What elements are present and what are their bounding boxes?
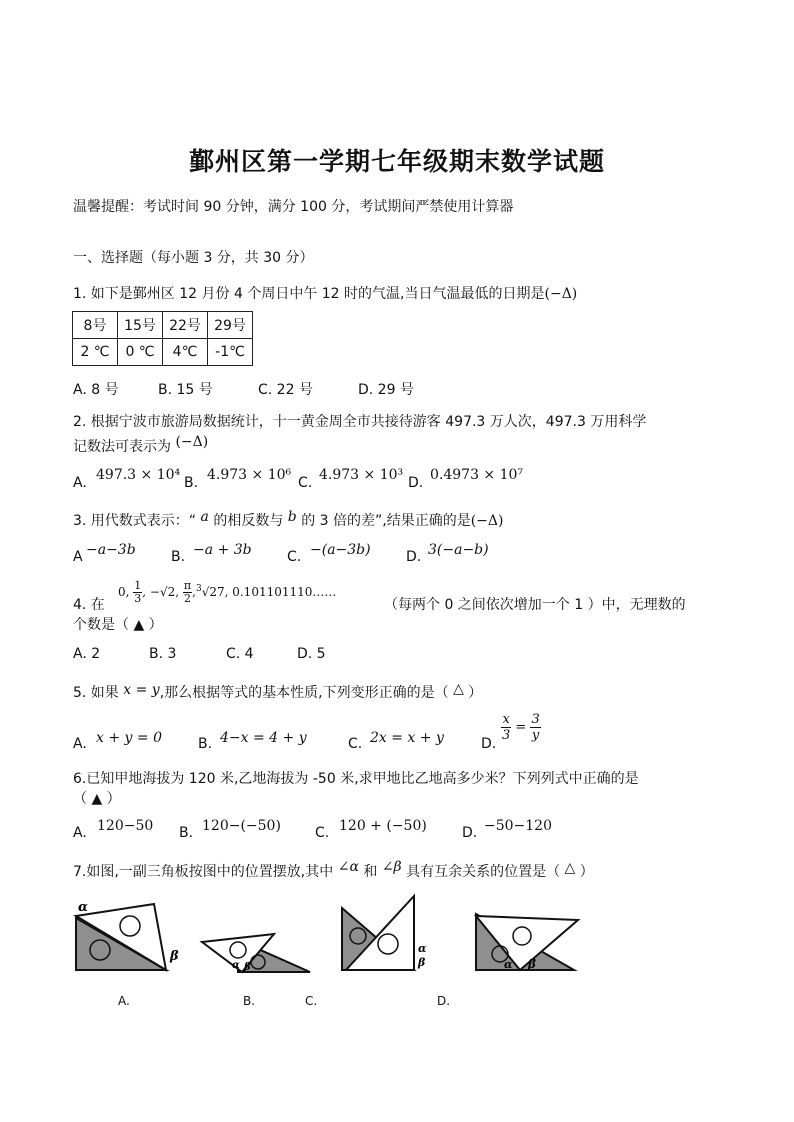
question-7-text: 具有互余关系的位置是（ — [406, 864, 561, 880]
angle-alpha: ∠α — [337, 859, 359, 875]
question-2-line2 — [73, 436, 208, 456]
figure-d-alpha-label: α — [504, 958, 513, 971]
q1-option-c: C. 22 号 — [258, 382, 313, 398]
q2-label-a: A. — [73, 475, 87, 491]
figure-c — [336, 890, 446, 980]
question-7-text: ） — [579, 864, 594, 880]
question-5-text: ） — [468, 685, 483, 701]
table-cell: 8号 — [73, 312, 118, 339]
q5-option-b: 4−x = 4 + y — [220, 730, 307, 746]
figure-c-alpha-label: α — [418, 942, 427, 955]
figure-b — [198, 924, 316, 984]
figure-a-beta-label: β — [170, 949, 179, 964]
figure-a-label: A. — [118, 994, 130, 1008]
question-7 — [73, 861, 594, 881]
variable-b: b — [287, 509, 297, 525]
table-cell: 4℃ — [163, 339, 208, 366]
fraction-denominator: y — [531, 728, 540, 743]
q3-label-c: C. — [287, 549, 302, 565]
question-7-text: 和 — [363, 864, 378, 880]
question-4-suffix: （每两个 0 之间依次增加一个 1 ）中，无理数的 — [384, 597, 686, 613]
q2-option-b: 4.973 × 10⁶ — [207, 467, 292, 483]
answer-mark: (−Δ) — [175, 434, 209, 450]
answer-mark: (−Δ) — [470, 513, 504, 529]
figure-d-beta-label: β — [528, 957, 536, 971]
question-3-text: 3. 用代数式表示：“ — [73, 513, 197, 529]
q3-label-a: A — [73, 549, 83, 565]
question-5 — [73, 682, 482, 702]
table-cell: 22号 — [163, 312, 208, 339]
q6-option-a: 120−50 — [97, 818, 154, 834]
fraction-denominator: 2 — [184, 592, 191, 605]
q1-option-a: A. 8 号 — [73, 382, 119, 398]
q1-option-b: B. 15 号 — [158, 382, 213, 398]
question-3-text: 的 3 倍的差”,结果正确的是 — [301, 513, 471, 529]
figure-b-label: B. — [243, 994, 256, 1008]
q4-option-b: B. 3 — [149, 646, 177, 662]
condition-equation: x = y — [123, 682, 160, 698]
fraction-one-third — [133, 580, 142, 605]
list-item: √27, 0.101101110…… — [201, 585, 337, 599]
q3-label-d: D. — [406, 549, 422, 565]
figure-c-label: C. — [305, 994, 318, 1008]
q6-label-a: A. — [73, 825, 87, 841]
fraction-pi-over-two — [183, 580, 192, 605]
q2-option-d: 0.4973 × 10⁷ — [430, 467, 524, 483]
question-3-text: 的相反数与 — [213, 513, 284, 529]
figure-b-beta-label: β — [244, 962, 251, 973]
table-cell: 0 ℃ — [118, 339, 163, 366]
q2-option-a: 497.3 × 10⁴ — [96, 467, 181, 483]
fraction-numerator: 1 — [134, 579, 142, 592]
q6-label-b: B. — [179, 825, 194, 841]
question-3 — [73, 510, 503, 530]
q3-option-a: −a−3b — [86, 542, 136, 558]
angle-beta: ∠β — [381, 859, 402, 875]
q3-option-d: 3(−a−b) — [428, 542, 489, 558]
figure-a-alpha-label: α — [78, 900, 89, 915]
temperature-table — [72, 311, 253, 366]
q5-option-d — [501, 712, 541, 743]
question-5-text: ,那么根据等式的基本性质,下列变形正确的是（ — [159, 685, 449, 701]
figure-d-label: D. — [437, 994, 451, 1008]
fraction-denominator: 3 — [134, 592, 142, 605]
fraction-numerator: 3 — [531, 712, 540, 727]
section-heading: 一、选择题（每小题 3 分，共 30 分） — [73, 250, 314, 266]
table-row — [73, 312, 253, 339]
q3-option-b: −a + 3b — [193, 542, 252, 558]
number-list: 0, $\frac{1}{3}$ , −√2, $\frac{\pi}{2}$ ,$^3$√27, 0.101101110…… — [118, 579, 337, 605]
question-5-text: 5. 如果 — [73, 685, 119, 701]
question-2-line1: 2. 根据宁波市旅游局数据统计，十一黄金周全市共接待游客 497.3 万人次，497.3 万用科学 — [73, 414, 647, 430]
q6-label-d: D. — [462, 825, 478, 841]
q2-label-b: B. — [184, 475, 199, 491]
root-index: 3 — [195, 584, 202, 594]
notice: 温馨提醒：考试时间 90 分钟，满分 100 分，考试期间严禁使用计算器 — [73, 199, 514, 215]
figure-c-beta-label: β — [418, 956, 426, 969]
question-1-text: 1. 如下是鄞州区 12 月份 4 个周日中午 12 时的气温,当日气温最低的日期是 — [73, 286, 545, 302]
figure-d — [470, 904, 582, 978]
fraction-numerator: x — [502, 712, 510, 727]
list-item: 0, — [118, 585, 130, 599]
table-cell: 29号 — [208, 312, 253, 339]
equals-sign: = — [515, 720, 527, 735]
list-item: , −√2, — [142, 585, 180, 599]
q4-option-d: D. 5 — [297, 646, 326, 662]
table-cell: 15号 — [118, 312, 163, 339]
q6-option-c: 120 + (−50) — [339, 818, 427, 834]
page-title: 鄞州区第一学期七年级期末数学试题 — [188, 147, 605, 176]
answer-mark: △ — [564, 860, 576, 876]
q2-option-c: 4.973 × 10³ — [319, 467, 404, 483]
figure-b-alpha-label: α — [232, 960, 240, 971]
q3-option-c: −(a−3b) — [310, 542, 371, 558]
fraction-x-over-3 — [501, 712, 511, 743]
table-cell: 2 ℃ — [73, 339, 118, 366]
q6-label-c: C. — [315, 825, 330, 841]
question-6-line2: （ ▲ ） — [73, 791, 121, 807]
question-6-line1: 6.已知甲地海拔为 120 米,乙地海拔为 -50 米,求甲地比乙地高多少米？下列列式中正确的是 — [73, 771, 639, 787]
q4-option-a: A. 2 — [73, 646, 101, 662]
q5-label-b: B. — [198, 736, 213, 752]
fraction-denominator: 3 — [502, 728, 511, 743]
fraction-3-over-y — [530, 712, 540, 743]
q2-label-d: D. — [408, 475, 424, 491]
answer-mark: △ — [453, 681, 464, 697]
q5-label-a: A. — [73, 736, 87, 752]
fraction-numerator: π — [183, 579, 192, 592]
q5-option-a: x + y = 0 — [96, 730, 162, 746]
q5-label-d: D. — [481, 736, 497, 752]
q6-option-b: 120−(−50) — [202, 818, 281, 834]
q4-option-c: C. 4 — [226, 646, 254, 662]
variable-a: a — [200, 509, 209, 525]
question-1 — [73, 283, 577, 303]
table-cell: -1℃ — [208, 339, 253, 366]
question-4-prefix: 4. 在 — [73, 597, 105, 613]
question-7-text: 7.如图,一副三角板按图中的位置摆放,其中 — [73, 864, 334, 880]
answer-mark: (−Δ) — [544, 286, 578, 302]
q2-label-c: C. — [298, 475, 313, 491]
q1-option-d: D. 29 号 — [358, 382, 414, 398]
figure-a — [70, 898, 190, 978]
question-4-line2: 个数是（ ▲ ） — [73, 617, 163, 633]
question-2-text: 记数法可表示为 — [73, 439, 171, 455]
q6-option-d: −50−120 — [484, 818, 552, 834]
q3-label-b: B. — [171, 549, 186, 565]
q5-label-c: C. — [348, 736, 363, 752]
table-row — [73, 339, 253, 366]
q5-option-c: 2x = x + y — [370, 730, 444, 746]
